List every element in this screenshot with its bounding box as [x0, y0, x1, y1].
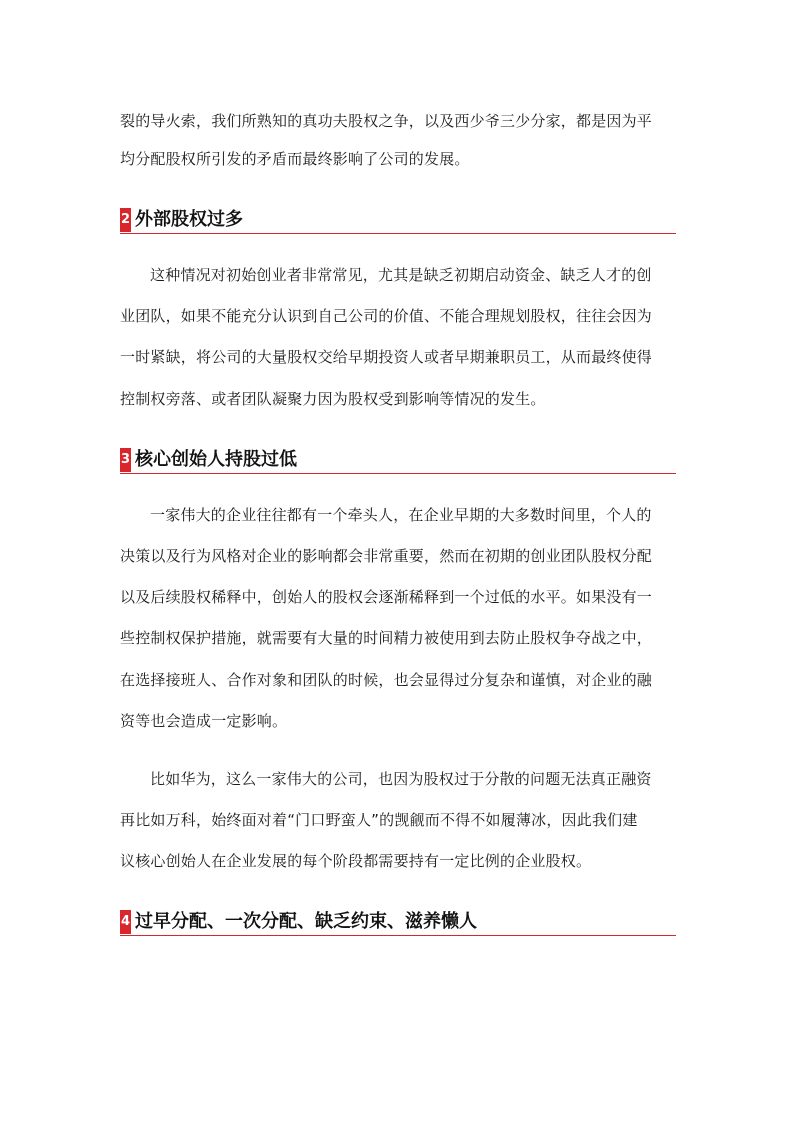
paragraph-line: 均分配股权所引发的矛盾而最终影响了公司的发展。 [120, 150, 470, 168]
section-heading-2 [120, 203, 676, 234]
paragraph-line: 以及后续股权稀释中，创始人的股权会逐渐稀释到一个过低的水平。如果没有一 [120, 588, 653, 606]
section-heading-3 [120, 443, 676, 474]
paragraph-line: 些控制权保护措施，就需要有大量的时间精力被使用到去防止股权争夺战之中， [120, 629, 653, 647]
paragraph-line: 在选择接班人、合作对象和团队的时候，也会显得过分复杂和谨慎，对企业的融 [120, 671, 653, 689]
section-title: 核心创始人持股过低 [135, 449, 297, 470]
paragraph-line: 控制权旁落、或者团队凝聚力因为股权受到影响等情况的发生。 [120, 390, 546, 408]
paragraph-line: 业团队，如果不能充分认识到自己公司的价值、不能合理规划股权，往往会因为 [120, 307, 653, 325]
paragraph-line: 裂的导火索，我们所熟知的真功夫股权之争，以及西少爷三少分家，都是因为平 [120, 112, 653, 130]
section-number-badge: 2 [120, 208, 131, 232]
section-title: 过早分配、一次分配、缺乏约束、滋养懒人 [135, 911, 477, 932]
paragraph-line: 资等也会造成一定影响。 [120, 712, 288, 730]
paragraph-line: 比如华为，这么一家伟大的公司，也因为股权过于分散的问题无法真正融资 [150, 770, 652, 788]
section-heading-4 [120, 905, 676, 936]
section-title: 外部股权过多 [135, 209, 243, 230]
paragraph-line: 这种情况对初始创业者非常常见，尤其是缺乏初期启动资金、缺乏人才的创 [150, 266, 652, 284]
paragraph-line: 议核心创始人在企业发展的每个阶段都需要持有一定比例的企业股权。 [120, 852, 592, 870]
paragraph-line: 一家伟大的企业往往都有一个牵头人，在企业早期的大多数时间里，个人的 [150, 506, 652, 524]
section-number-badge: 4 [120, 910, 131, 934]
paragraph-line: 再比如万科，始终面对着“门口野蛮人”的觊觎而不得不如履薄冰，因此我们建 [120, 811, 638, 829]
section-number-badge: 3 [120, 448, 131, 472]
paragraph-line: 决策以及行为风格对企业的影响都会非常重要，然而在初期的创业团队股权分配 [120, 547, 653, 565]
paragraph-line: 一时紧缺，将公司的大量股权交给早期投资人或者早期兼职员工，从而最终使得 [120, 348, 653, 366]
